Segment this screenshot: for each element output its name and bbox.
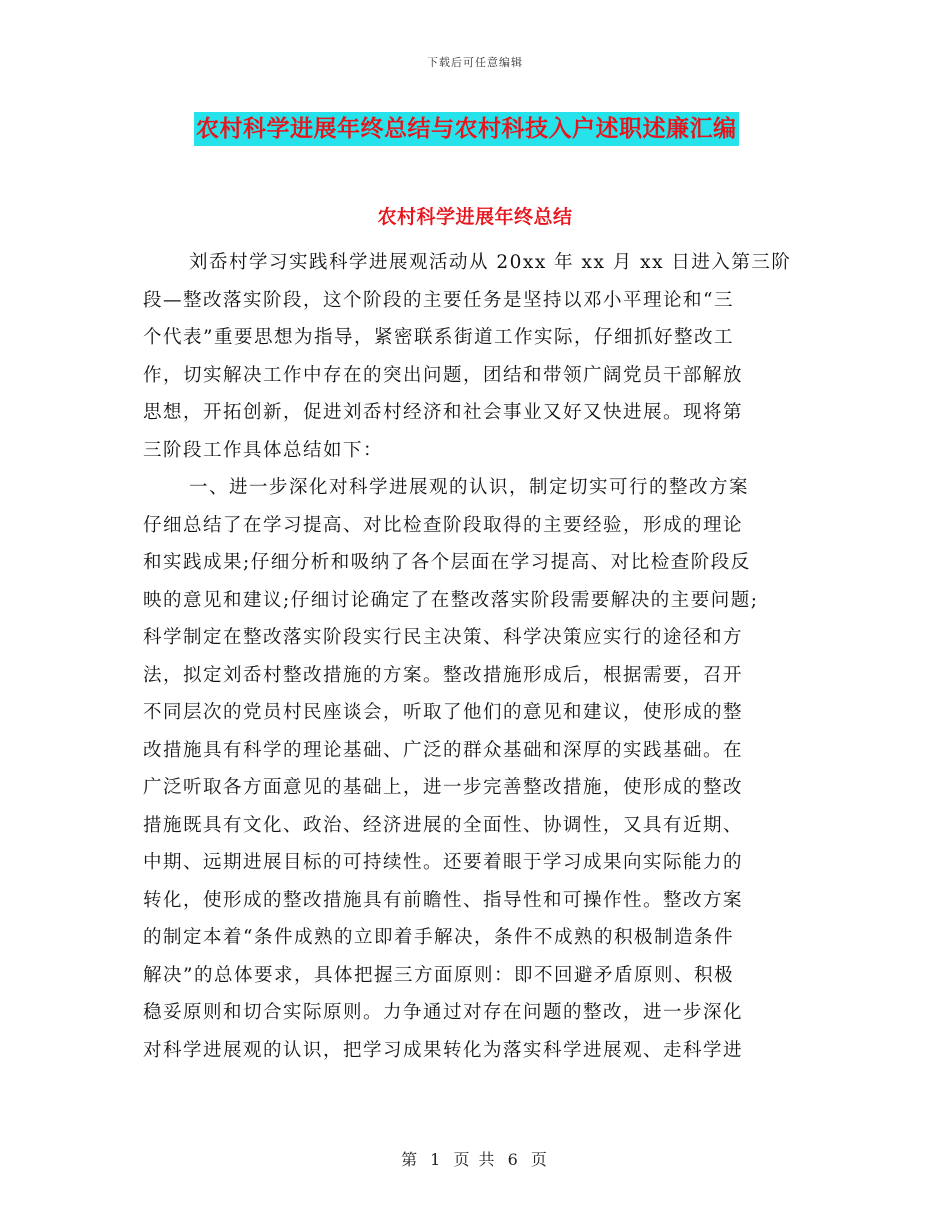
body-line: 转化，使形成的整改措施具有前瞻性、指导性和可操作性。整改方案	[143, 889, 744, 911]
document-title: 农村科学进展年终总结与农村科技入户述职述廉汇编	[194, 112, 739, 146]
footer-current-page: 1	[430, 1150, 443, 1169]
page-footer	[0, 1147, 950, 1170]
body-line: 一、进一步深化对科学进展观的认识，制定切实可行的整改方案	[189, 477, 750, 498]
page-header-note: 下载后可任意编辑	[427, 56, 523, 69]
body-line: 改措施具有科学的理论基础、广泛的群众基础和深厚的实践基础。在	[143, 739, 744, 761]
footer-prefix: 第	[401, 1150, 420, 1169]
section-title: 农村科学进展年终总结	[377, 206, 573, 228]
body-line: 广泛听取各方面意见的基础上，进一步完善整改措施，使形成的整改	[143, 777, 744, 798]
body-line: 措施既具有文化、政治、经济进展的全面性、协调性，又具有近期、	[143, 814, 744, 836]
body-line: 映的意见和建议;仔细讨论确定了在整改落实阶段需要解决的主要问题;	[143, 589, 759, 611]
body-line: 和实践成果;仔细分析和吸纳了各个层面在学习提高、对比检查阶段反	[143, 552, 751, 573]
footer-total-pages: 6	[507, 1150, 520, 1169]
body-line: 作，切实解决工作中存在的突出问题，团结和带领广阔党员干部解放	[143, 364, 744, 386]
body-line: 段—整改落实阶段，这个阶段的主要任务是坚持以邓小平理论和“三	[143, 289, 734, 311]
footer-middle: 页 共	[453, 1150, 497, 1169]
body-line: 刘岙村学习实践科学进展观活动从 20xx 年 xx 月 xx 日进入第三阶	[189, 252, 792, 273]
body-line: 法，拟定刘岙村整改措施的方案。整改措施形成后，根据需要，召开	[143, 664, 744, 686]
body-line: 解决”的总体要求，具体把握三方面原则：即不回避矛盾原则、积极	[143, 964, 734, 986]
body-line: 个代表”重要思想为指导，紧密联系街道工作实际，仔细抓好整改工	[143, 327, 734, 348]
document-body	[143, 244, 798, 1069]
body-line: 思想，开拓创新，促进刘岙村经济和社会事业又好又快进展。现将第	[143, 402, 744, 423]
body-line: 不同层次的党员村民座谈会，听取了他们的意见和建议，使形成的整	[143, 702, 744, 723]
body-line: 三阶段工作具体总结如下：	[143, 439, 384, 461]
body-line: 科学制定在整改落实阶段实行民主决策、科学决策应实行的途径和方	[143, 627, 744, 648]
body-line: 稳妥原则和切合实际原则。力争通过对存在问题的整改，进一步深化	[143, 1002, 744, 1023]
body-line: 的制定本着“条件成熟的立即着手解决，条件不成熟的积极制造条件	[143, 927, 734, 948]
body-line: 中期、远期进展目标的可持续性。还要着眼于学习成果向实际能力的	[143, 852, 744, 873]
body-line: 仔细总结了在学习提高、对比检查阶段取得的主要经验，形成的理论	[143, 514, 744, 536]
body-line: 对科学进展观的认识，把学习成果转化为落实科学进展观、走科学进	[143, 1039, 744, 1061]
footer-suffix: 页	[530, 1150, 549, 1169]
